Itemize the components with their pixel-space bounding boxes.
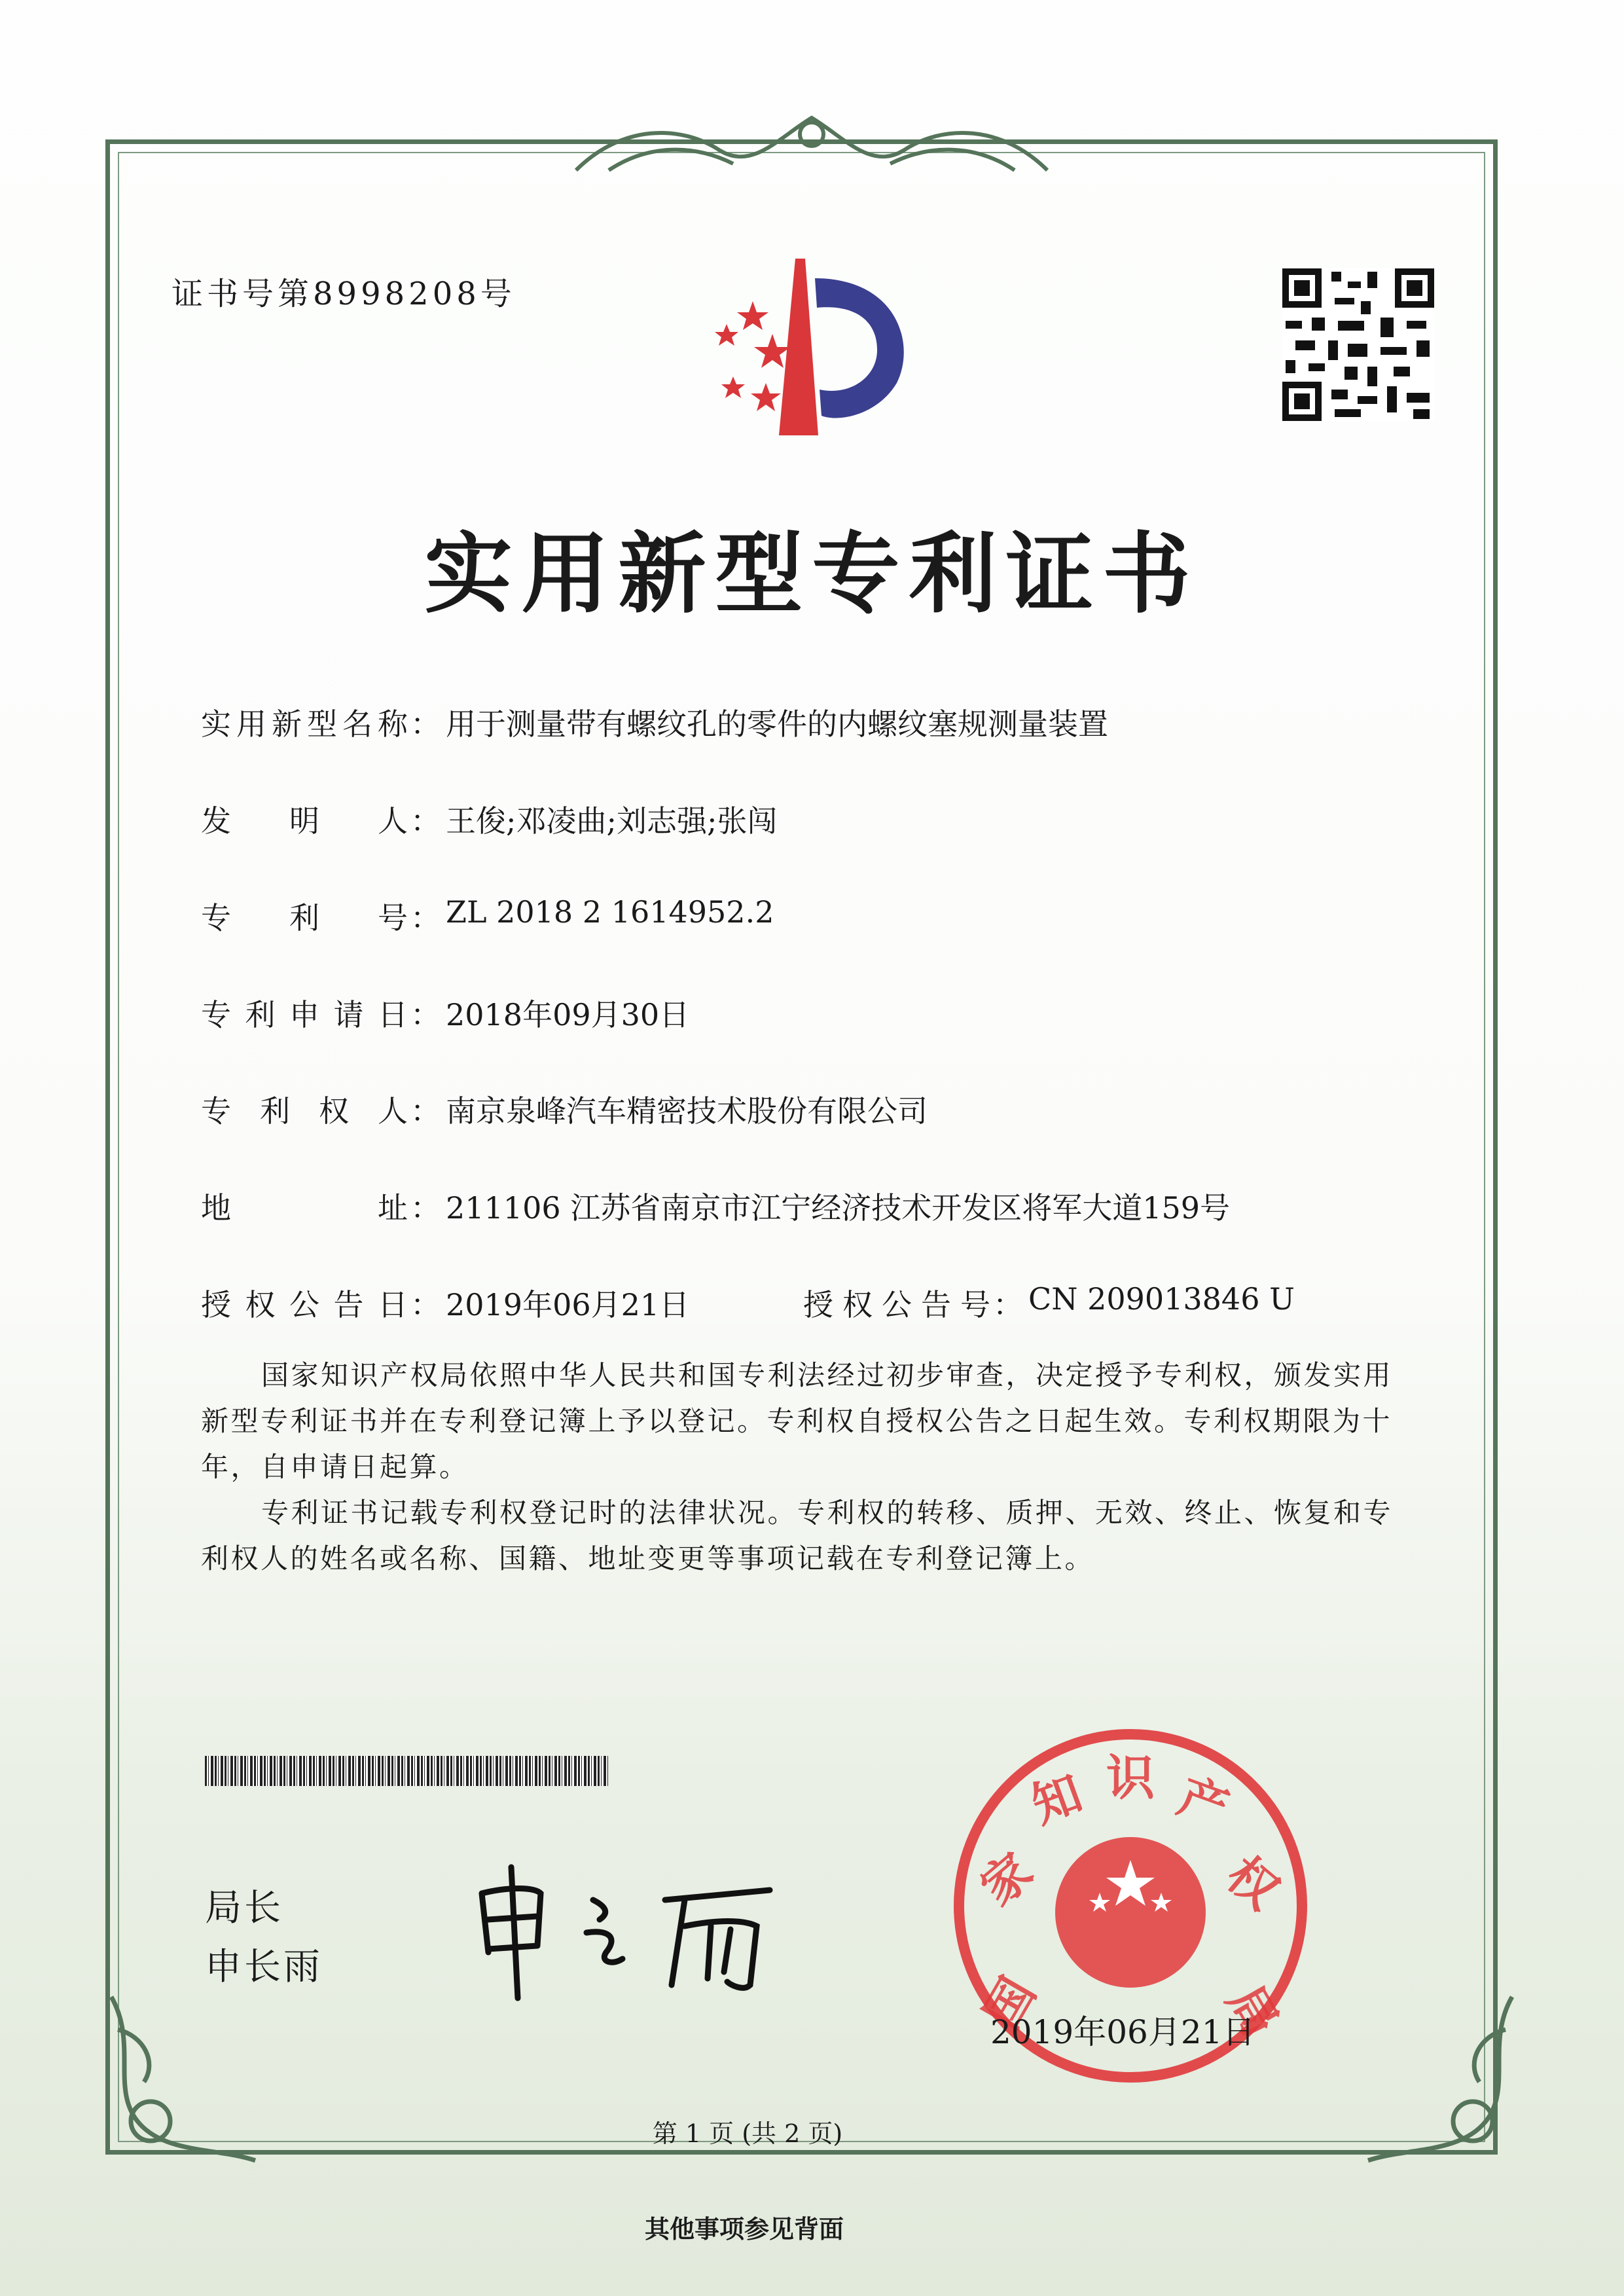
paragraph-grant-statement: 国家知识产权局依照中华人民共和国专利法经过初步审查，决定授予专利权，颁发实用新型专利证书并在专利登记簿上予以登记。专利权自授权公告之日起生效。专利权期限为十年，自申请日起算。 [201, 1359, 1394, 1483]
page-indicator: 第 1 页 (共 2 页) [652, 2119, 843, 2148]
field-value: 2019年06月21日 [446, 1287, 690, 1322]
svg-text:产: 产 [1170, 1768, 1236, 1838]
barcode [205, 1756, 608, 1786]
field-value: 用于测量带有螺纹孔的零件的内螺纹塞规测量装置 [446, 706, 1108, 742]
svg-text:知: 知 [1024, 1764, 1090, 1834]
field-inventors: 发明人 ： 王俊;邓凌曲;刘志强;张闯 [201, 797, 778, 841]
field-value: 王俊;邓凌曲;刘志强;张闯 [446, 803, 778, 839]
field-label: 授权公告日 [201, 1287, 410, 1322]
field-label: 专利申请日 [201, 997, 410, 1032]
field-label: 实用新型名称 [201, 706, 410, 742]
svg-text:家: 家 [970, 1842, 1044, 1917]
footer-note: 其他事项参见背面 [644, 2214, 844, 2244]
field-value: 211106 江苏省南京市江宁经济技术开发区将军大道159号 [446, 1190, 1231, 1226]
field-value: CN 209013846 U [1028, 1281, 1295, 1317]
top-ornament-icon [569, 98, 1054, 180]
certificate-title: 实用新型专利证书 [424, 523, 1200, 625]
field-announcement-number: 授权公告号 ： CN 209013846 U [803, 1281, 1295, 1324]
field-value: ZL 2018 2 1614952.2 [446, 894, 774, 930]
field-label: 专利权人 [201, 1093, 410, 1129]
cnipa-logo [681, 252, 929, 442]
field-value: 南京泉峰汽车精密技术股份有限公司 [446, 1093, 928, 1129]
field-application-date: 专利申请日 ： 2018年09月30日 [201, 991, 689, 1034]
field-value: 2018年09月30日 [446, 997, 690, 1032]
svg-text:权: 权 [1216, 1846, 1290, 1921]
certificate-number: 证书号第8998208号 [171, 276, 516, 312]
signatory-title: 局长 [205, 1887, 283, 1929]
svg-text:国: 国 [973, 1968, 1047, 2039]
field-address: 地址 ： 211106 江苏省南京市江宁经济技术开发区将军大道159号 [201, 1184, 1230, 1228]
field-utility-model-name: 实用新型名称 ： 用于测量带有螺纹孔的零件的内螺纹塞规测量装置 [201, 701, 1108, 744]
field-label: 授权公告号 [803, 1287, 993, 1322]
field-grant-date: 授权公告日 ： 2019年06月21日 [201, 1281, 689, 1324]
paragraph-legal-status: 专利证书记载专利权登记时的法律状况。专利权的转移、质押、无效、终止、恢复和专利权人的姓名或名称、国籍、地址变更等事项记载在专利登记簿上。 [201, 1497, 1394, 1575]
field-label: 专利号 [201, 900, 410, 936]
field-label: 发明人 [201, 803, 410, 839]
svg-text:识: 识 [1106, 1750, 1155, 1806]
svg-text:局: 局 [1216, 1976, 1290, 2047]
handwritten-signature [469, 1854, 803, 2005]
field-label: 地址 [201, 1190, 410, 1226]
qr-code[interactable] [1282, 268, 1434, 421]
field-patent-number: 专利号 ： ZL 2018 2 1614952.2 [201, 894, 774, 938]
signatory-name: 申长雨 [205, 1946, 323, 1988]
field-patentee: 专利权人 ： 南京泉峰汽车精密技术股份有限公司 [201, 1087, 928, 1131]
seal-date: 2019年06月21日 [990, 2013, 1255, 2051]
